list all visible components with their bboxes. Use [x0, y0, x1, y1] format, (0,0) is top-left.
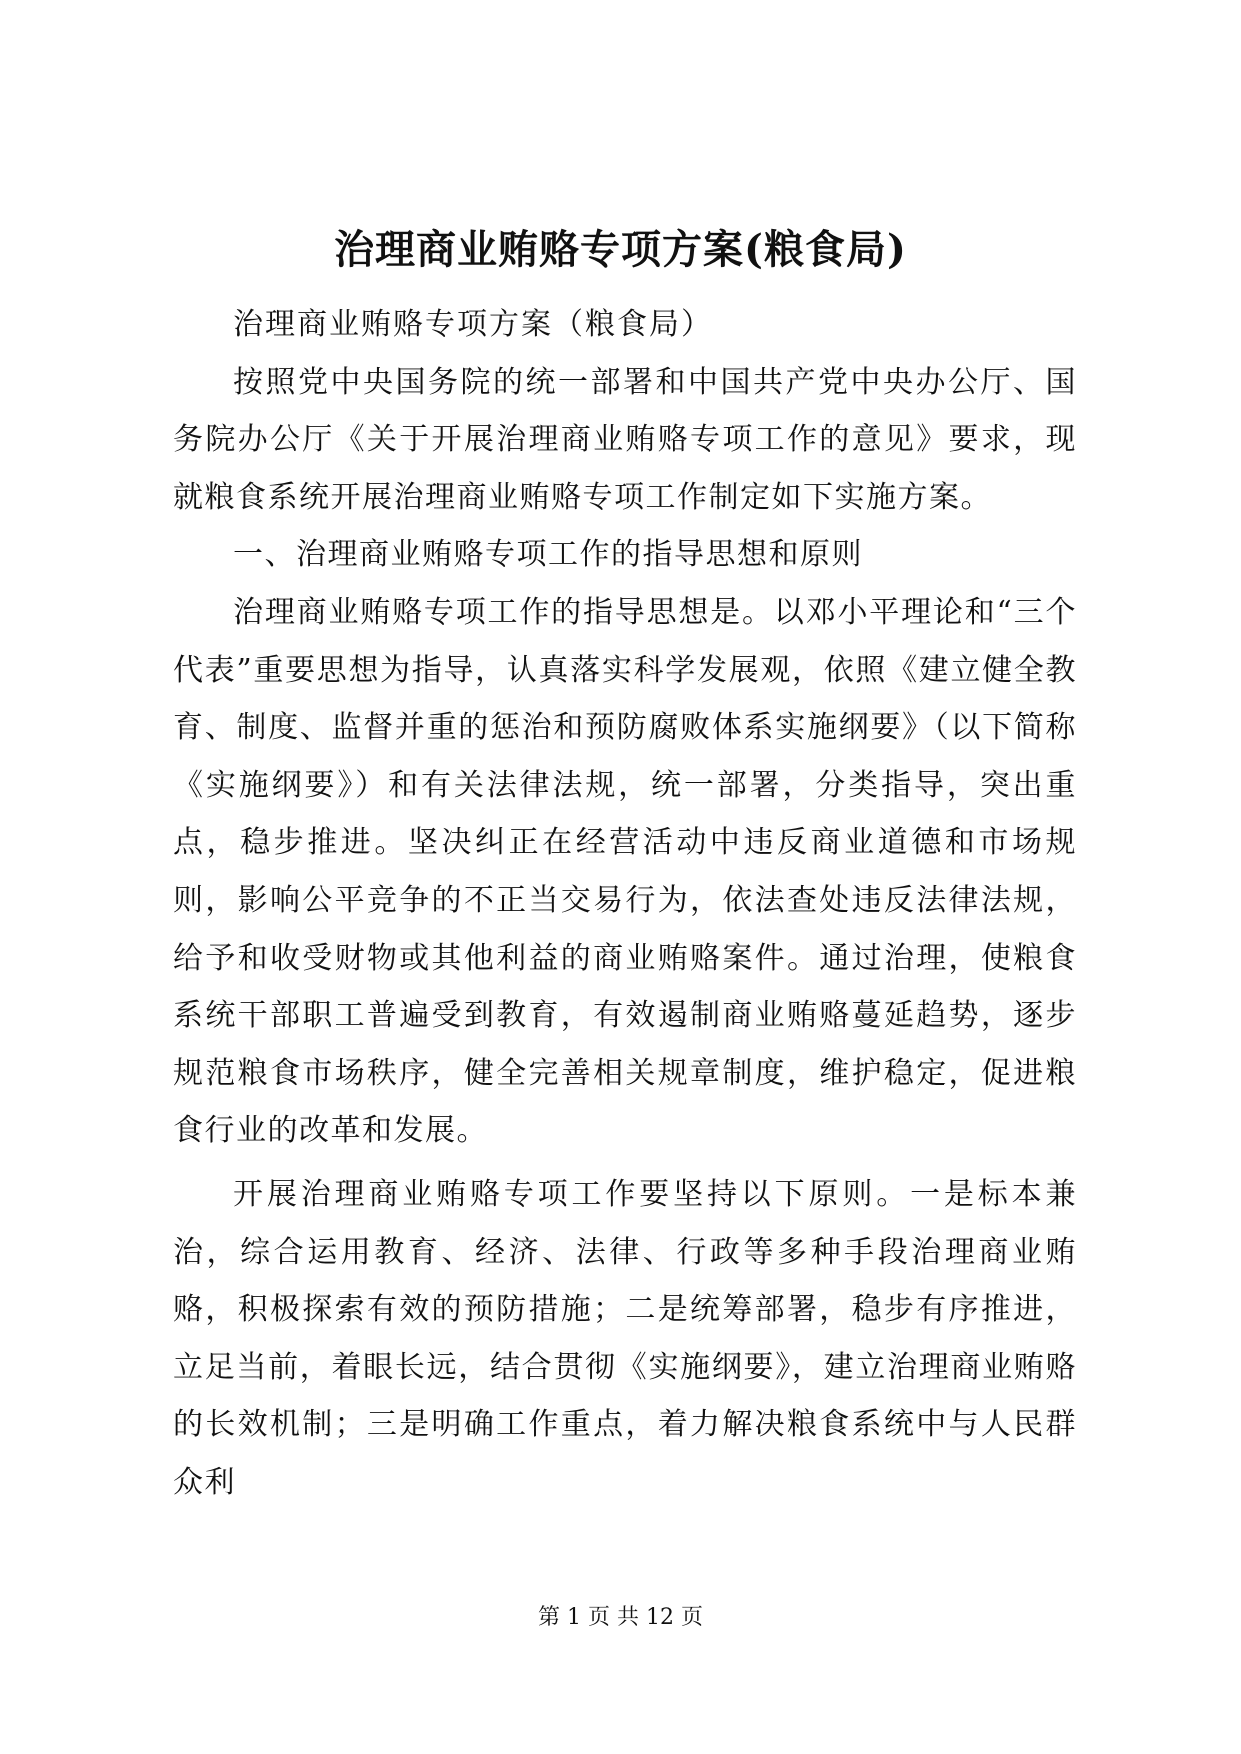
document-body: [173, 296, 1077, 1511]
guiding-thought-paragraph: 治理商业贿赂专项工作的指导思想是。以邓小平理论和“三个代表”重要思想为指导，认真落实科学发展观，依照《建立健全教育、制度、监督并重的惩治和预防腐败体系实施纲要》（以下简称《实施纲要》）和有关法律法规，统一部署，分类指导，突出重点，稳步推进。坚决纠正在经营活动中违反商业道德和市场规则，影响公平竞争的不正当交易行为，依法查处违反法律法规，给予和收受财物或其他利益的商业贿赂案件。通过治理，使粮食系统干部职工普遍受到教育，有效遏制商业贿赂蔓延趋势，逐步规范粮食市场秩序，健全完善相关规章制度，维护稳定，促进粮食行业的改革和发展。: [173, 594, 1077, 1149]
section-heading: 一、治理商业贿赂专项工作的指导思想和原则: [233, 537, 863, 573]
subtitle-paragraph: 治理商业贿赂专项方案（粮食局）: [233, 307, 713, 342]
page-footer: 第 1 页 共 12 页: [538, 1605, 703, 1630]
document-title: 治理商业贿赂专项方案(粮食局): [334, 226, 907, 273]
intro-paragraph: 按照党中央国务院的统一部署和中国共产党中央办公厅、国务院办公厅《关于开展治理商业贿赂专项工作的意见》要求，现就粮食系统开展治理商业贿赂专项工作制定如下实施方案。: [173, 364, 1077, 515]
principles-paragraph: 开展治理商业贿赂专项工作要坚持以下原则。一是标本兼治，综合运用教育、经济、法律、行政等多种手段治理商业贿赂，积极探索有效的预防措施；二是统筹部署，稳步有序推进，立足当前，着眼长远，结合贯彻《实施纲要》，建立治理商业贿赂的长效机制；三是明确工作重点，着力解决粮食系统中与人民群众利: [173, 1176, 1077, 1500]
